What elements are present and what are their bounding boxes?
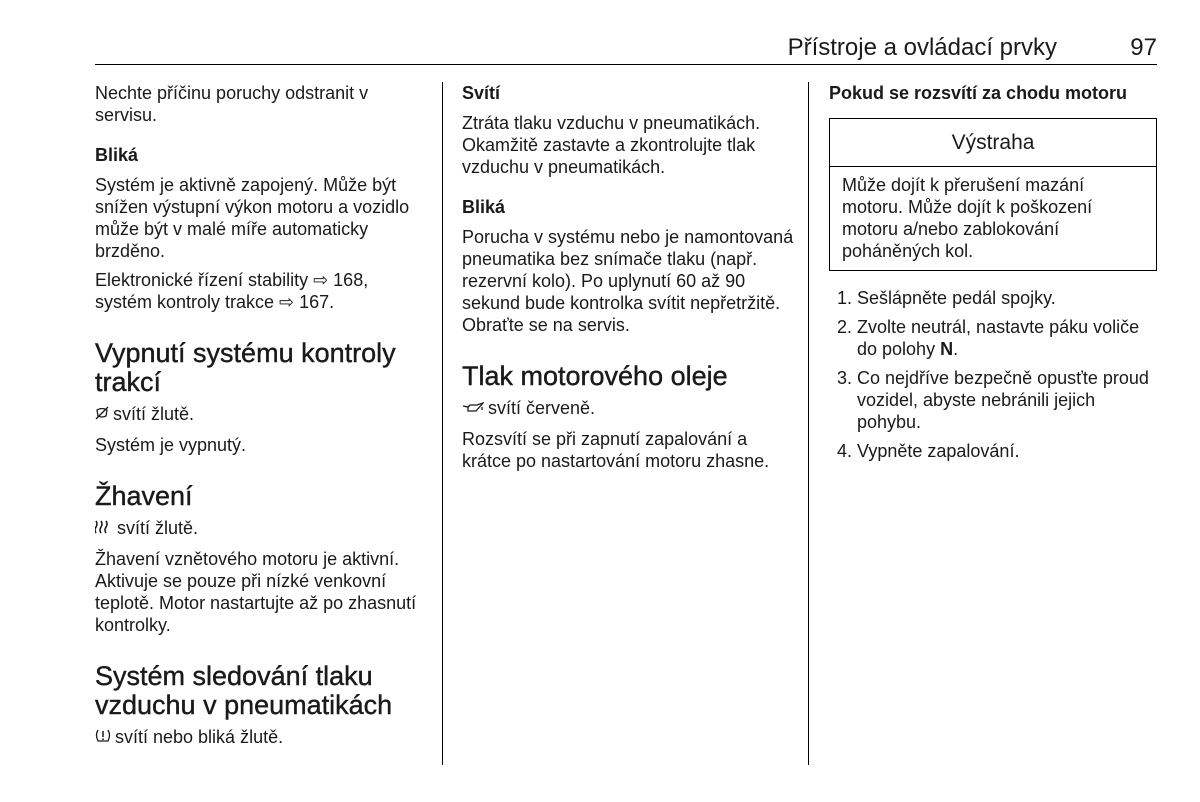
column-right xyxy=(829,82,1157,469)
oil-can-icon xyxy=(462,399,484,421)
oil-status: svítí červeně. xyxy=(462,397,797,421)
sviti-text: Ztráta tlaku vzduchu v pneumatikách. Okamžitě zastavte a zkontrolujte tlak vzduchu v pneumatikách. xyxy=(462,113,761,177)
subheading-engine-running: Pokud se rozsvítí za chodu motoru xyxy=(829,83,1128,103)
list-item: 4. Vypněte zapalování. xyxy=(837,441,1020,461)
heading-tc-off: Vypnutí systému kontroly trakcí xyxy=(95,338,396,397)
column-left xyxy=(95,82,430,757)
tc-off-status: svítí žlutě. xyxy=(95,403,430,427)
column-divider xyxy=(442,82,443,765)
tire-pressure-icon xyxy=(95,728,111,750)
list-item: 3. Co nejdříve bezpečně opusťte proud vozidel, abyste nebránili jejich pohybu. xyxy=(837,368,1149,432)
heading-oil-pressure: Tlak motorového oleje xyxy=(462,361,728,391)
column-divider xyxy=(808,82,809,765)
oil-text: Rozsvítí se při zapnutí zapalování a krátce po nastartování motoru zhasne. xyxy=(462,429,770,471)
list-item: 1. Sešlápněte pedál spojky. xyxy=(837,288,1056,308)
warning-title: Výstraha xyxy=(830,119,1156,167)
heading-glow: Žhavení xyxy=(95,481,193,511)
blika-text: Systém je aktivně zapojený. Může být snížen výstupní výkon motoru a vozidlo může být v malé míře automaticky brzděno. xyxy=(95,175,410,261)
heading-tpms: Systém sledování tlaku vzduchu v pneumatikách xyxy=(95,661,393,720)
intro-text: Nechte příčinu poruchy odstranit v servisu. xyxy=(95,83,369,125)
subheading-blika: Bliká xyxy=(95,145,139,165)
esc-reference: Elektronické řízení stability ⇨ 168, systém kontroly trakce ⇨ 167. xyxy=(95,270,369,312)
warning-box xyxy=(829,118,1157,271)
warning-text: Může dojít k přerušení mazání motoru. Může dojít k poškození motoru a/nebo zablokování poháněných kol. xyxy=(842,175,1093,261)
list-item: 2. Zvolte neutrál, nastavte páku voliče do polohy N. xyxy=(837,317,1140,359)
blika-text: Porucha v systému nebo je namontovaná pneumatika bez snímače tlaku (např. rezervní kolo). Po uplynutí 60 až 90 sekund bude kontrolka svítit nepřetržitě. Obraťte se na servis. xyxy=(462,227,794,335)
glow-status: svítí žlutě. xyxy=(95,517,430,541)
page-number: 97 xyxy=(1130,34,1157,61)
column-middle xyxy=(462,82,797,479)
glow-text: Žhavení vznětového motoru je aktivní. Aktivuje se pouze při nízké venkovní teplotě. Motor nastartujte až po zhasnutí kontrolky. xyxy=(95,549,417,635)
page-header xyxy=(95,34,1157,65)
tpms-status: svítí nebo bliká žlutě. xyxy=(95,726,430,750)
steps-list xyxy=(829,287,1157,462)
glow-plug-icon xyxy=(95,519,113,541)
traction-off-icon xyxy=(95,405,109,427)
section-title: Přístroje a ovládací prvky xyxy=(787,34,1057,61)
tc-off-text: Systém je vypnutý. xyxy=(95,435,247,455)
subheading-sviti: Svítí xyxy=(462,83,501,103)
subheading-blika: Bliká xyxy=(462,197,506,217)
